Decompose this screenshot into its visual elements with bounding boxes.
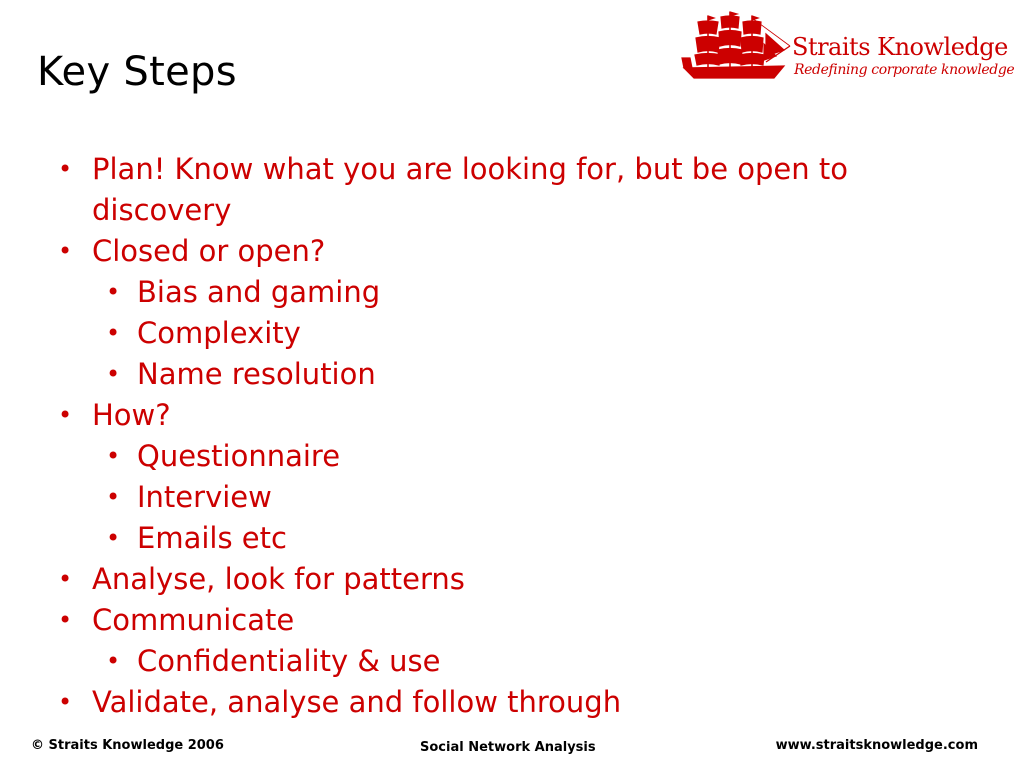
sub-bullet-item	[58, 518, 958, 559]
bullet-point-icon: •	[106, 524, 121, 552]
bullet-point-icon: •	[58, 237, 73, 265]
bullet-list	[58, 149, 958, 723]
bullet-point-icon: •	[58, 401, 73, 429]
bullet-text: Complexity	[137, 316, 301, 350]
sub-bullet-item	[58, 436, 958, 477]
bullet-point-icon: •	[106, 442, 121, 470]
logo-company-name: Straits Knowledge	[792, 33, 1008, 61]
bullet-text: Analyse, look for patterns	[92, 562, 465, 596]
footer	[0, 736, 1024, 756]
sub-bullet-item	[58, 641, 958, 682]
bullet-point-icon: •	[106, 278, 121, 306]
bullet-text: Questionnaire	[137, 439, 341, 473]
bullet-text: Interview	[137, 480, 272, 514]
bullet-item	[58, 231, 958, 272]
bullet-item	[58, 395, 958, 436]
bullet-point-icon: •	[58, 688, 73, 716]
bullet-point-icon: •	[58, 606, 73, 634]
slide-title: Key Steps	[37, 49, 237, 95]
bullet-text: Emails etc	[137, 521, 287, 555]
sailing-ship-icon	[680, 10, 792, 82]
bullet-point-icon: •	[58, 155, 73, 183]
bullet-text: Name resolution	[137, 357, 376, 391]
sub-bullet-item	[58, 477, 958, 518]
bullet-point-icon: •	[106, 360, 121, 388]
bullet-text: How?	[92, 398, 171, 432]
bullet-item	[58, 600, 958, 641]
bullet-point-icon: •	[106, 319, 121, 347]
bullet-text: Validate, analyse and follow through	[92, 685, 622, 719]
bullet-text: Communicate	[92, 603, 295, 637]
footer-copyright: © Straits Knowledge 2006	[31, 738, 224, 753]
bullet-item	[58, 149, 958, 231]
footer-website: www.straitsknowledge.com	[775, 738, 978, 753]
bullet-text: Closed or open?	[92, 234, 326, 268]
bullet-text: Plan! Know what you are looking for, but be open to discovery	[92, 152, 848, 227]
sub-bullet-item	[58, 313, 958, 354]
sub-bullet-item	[58, 272, 958, 313]
bullet-point-icon: •	[58, 565, 73, 593]
bullet-item	[58, 682, 958, 723]
bullet-text: Confidentiality & use	[137, 644, 441, 678]
bullet-point-icon: •	[106, 647, 121, 675]
bullet-point-icon: •	[106, 483, 121, 511]
bullet-item	[58, 559, 958, 600]
logo-tagline: Redefining corporate knowledge	[794, 62, 1015, 78]
bullet-text: Bias and gaming	[137, 275, 381, 309]
sub-bullet-item	[58, 354, 958, 395]
company-logo	[680, 10, 1015, 86]
footer-presentation-title: Social Network Analysis	[420, 740, 596, 755]
